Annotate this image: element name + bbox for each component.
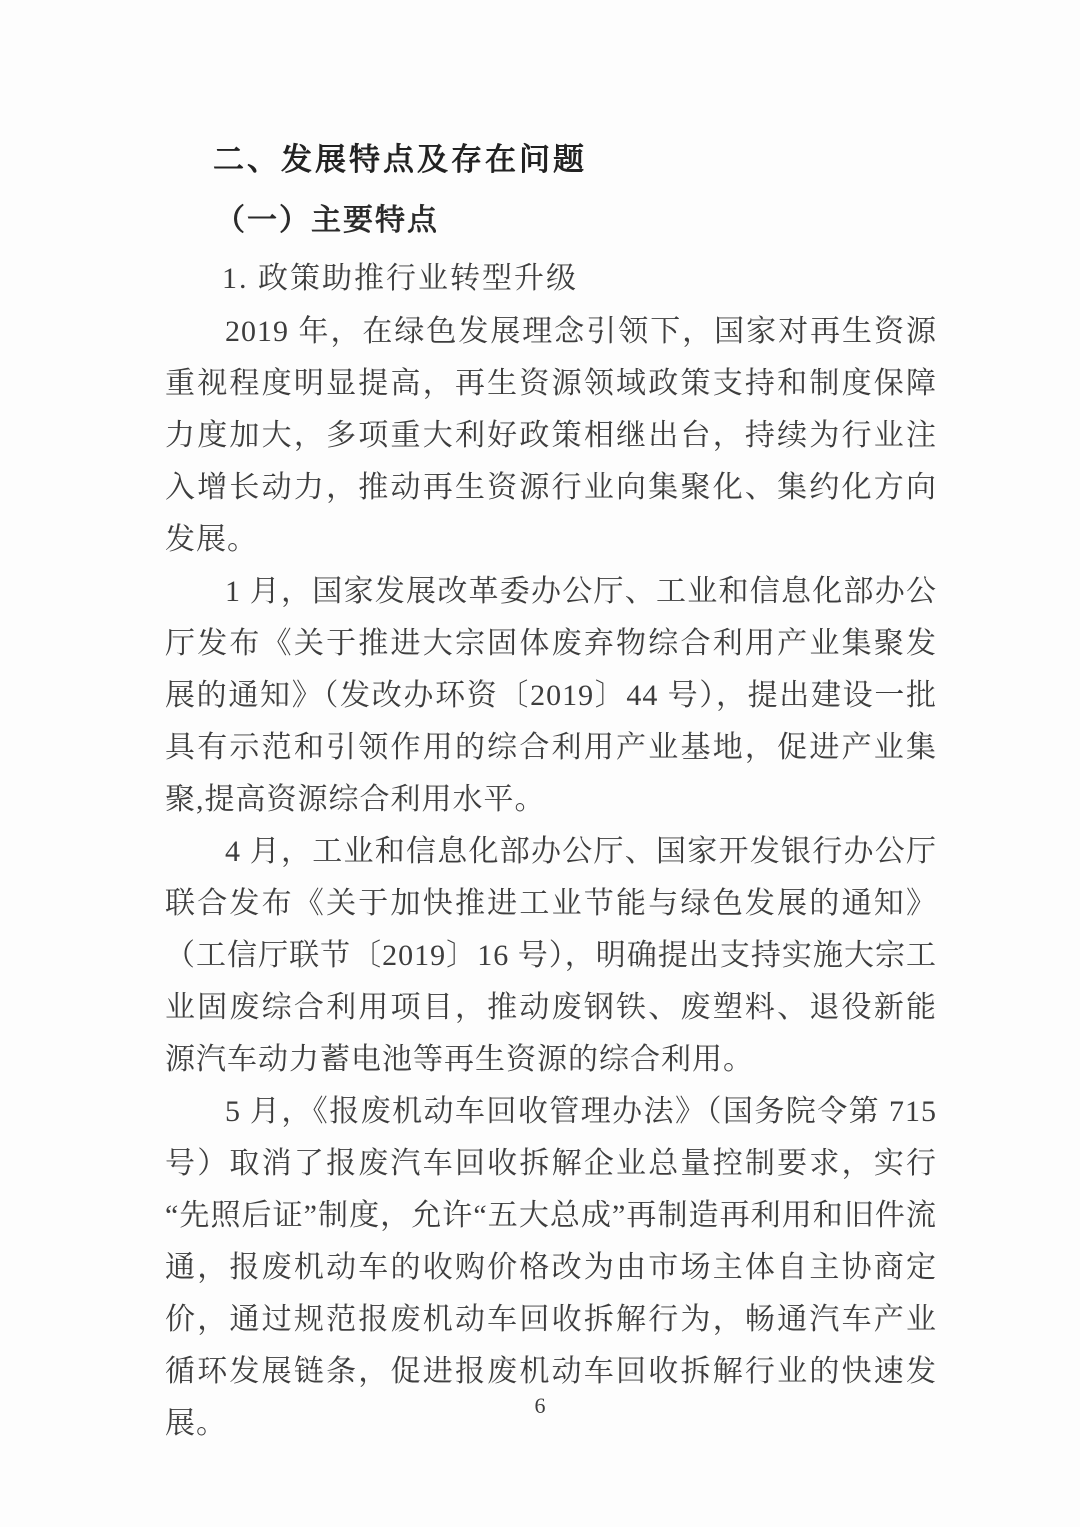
page-content <box>165 142 937 1450</box>
paragraph: 5 月，《报废机动车回收管理办法》（国务院令第 715 号）取消了报废汽车回收拆解企业总量控制要求，实行“先照后证”制度，允许“五大总成”再制造再利用和旧件流通，报废机动车的收购价格改为由市场主体自主协商定价，通过规范报废机动车回收拆解行为，畅通汽车产业循环发展链条，促进报废机动车回收拆解行业的快速发展。 <box>165 1095 937 1440</box>
page-number: 6 <box>534 1393 546 1418</box>
section-heading: 二、发展特点及存在问题 <box>213 142 587 178</box>
paragraph: 1 月，国家发展改革委办公厅、工业和信息化部办公厅发布《关于推进大宗固体废弃物综合利用产业集聚发展的通知》（发改办环资〔2019〕44 号），提出建设一批具有示范和引领作用的综合利用产业基地，促进产业集聚,提高资源综合利用水平。 <box>165 575 937 816</box>
paragraph: 4 月，工业和信息化部办公厅、国家开发银行办公厅联合发布《关于加快推进工业节能与绿色发展的通知》（工信厅联节〔2019〕16 号），明确提出支持实施大宗工业固废综合利用项目，推动废钢铁、废塑料、退役新能源汽车动力蓄电池等再生资源的综合利用。 <box>165 835 937 1076</box>
paragraph: 2019 年，在绿色发展理念引领下，国家对再生资源重视程度明显提高，再生资源领域政策支持和制度保障力度加大，多项重大利好政策相继出台，持续为行业注入增长动力，推动再生资源行业向集聚化、集约化方向发展。 <box>165 315 937 556</box>
point-heading: 1. 政策助推行业转型升级 <box>222 262 578 295</box>
subsection-heading: （一）主要特点 <box>215 204 439 237</box>
body-text <box>165 306 937 1450</box>
